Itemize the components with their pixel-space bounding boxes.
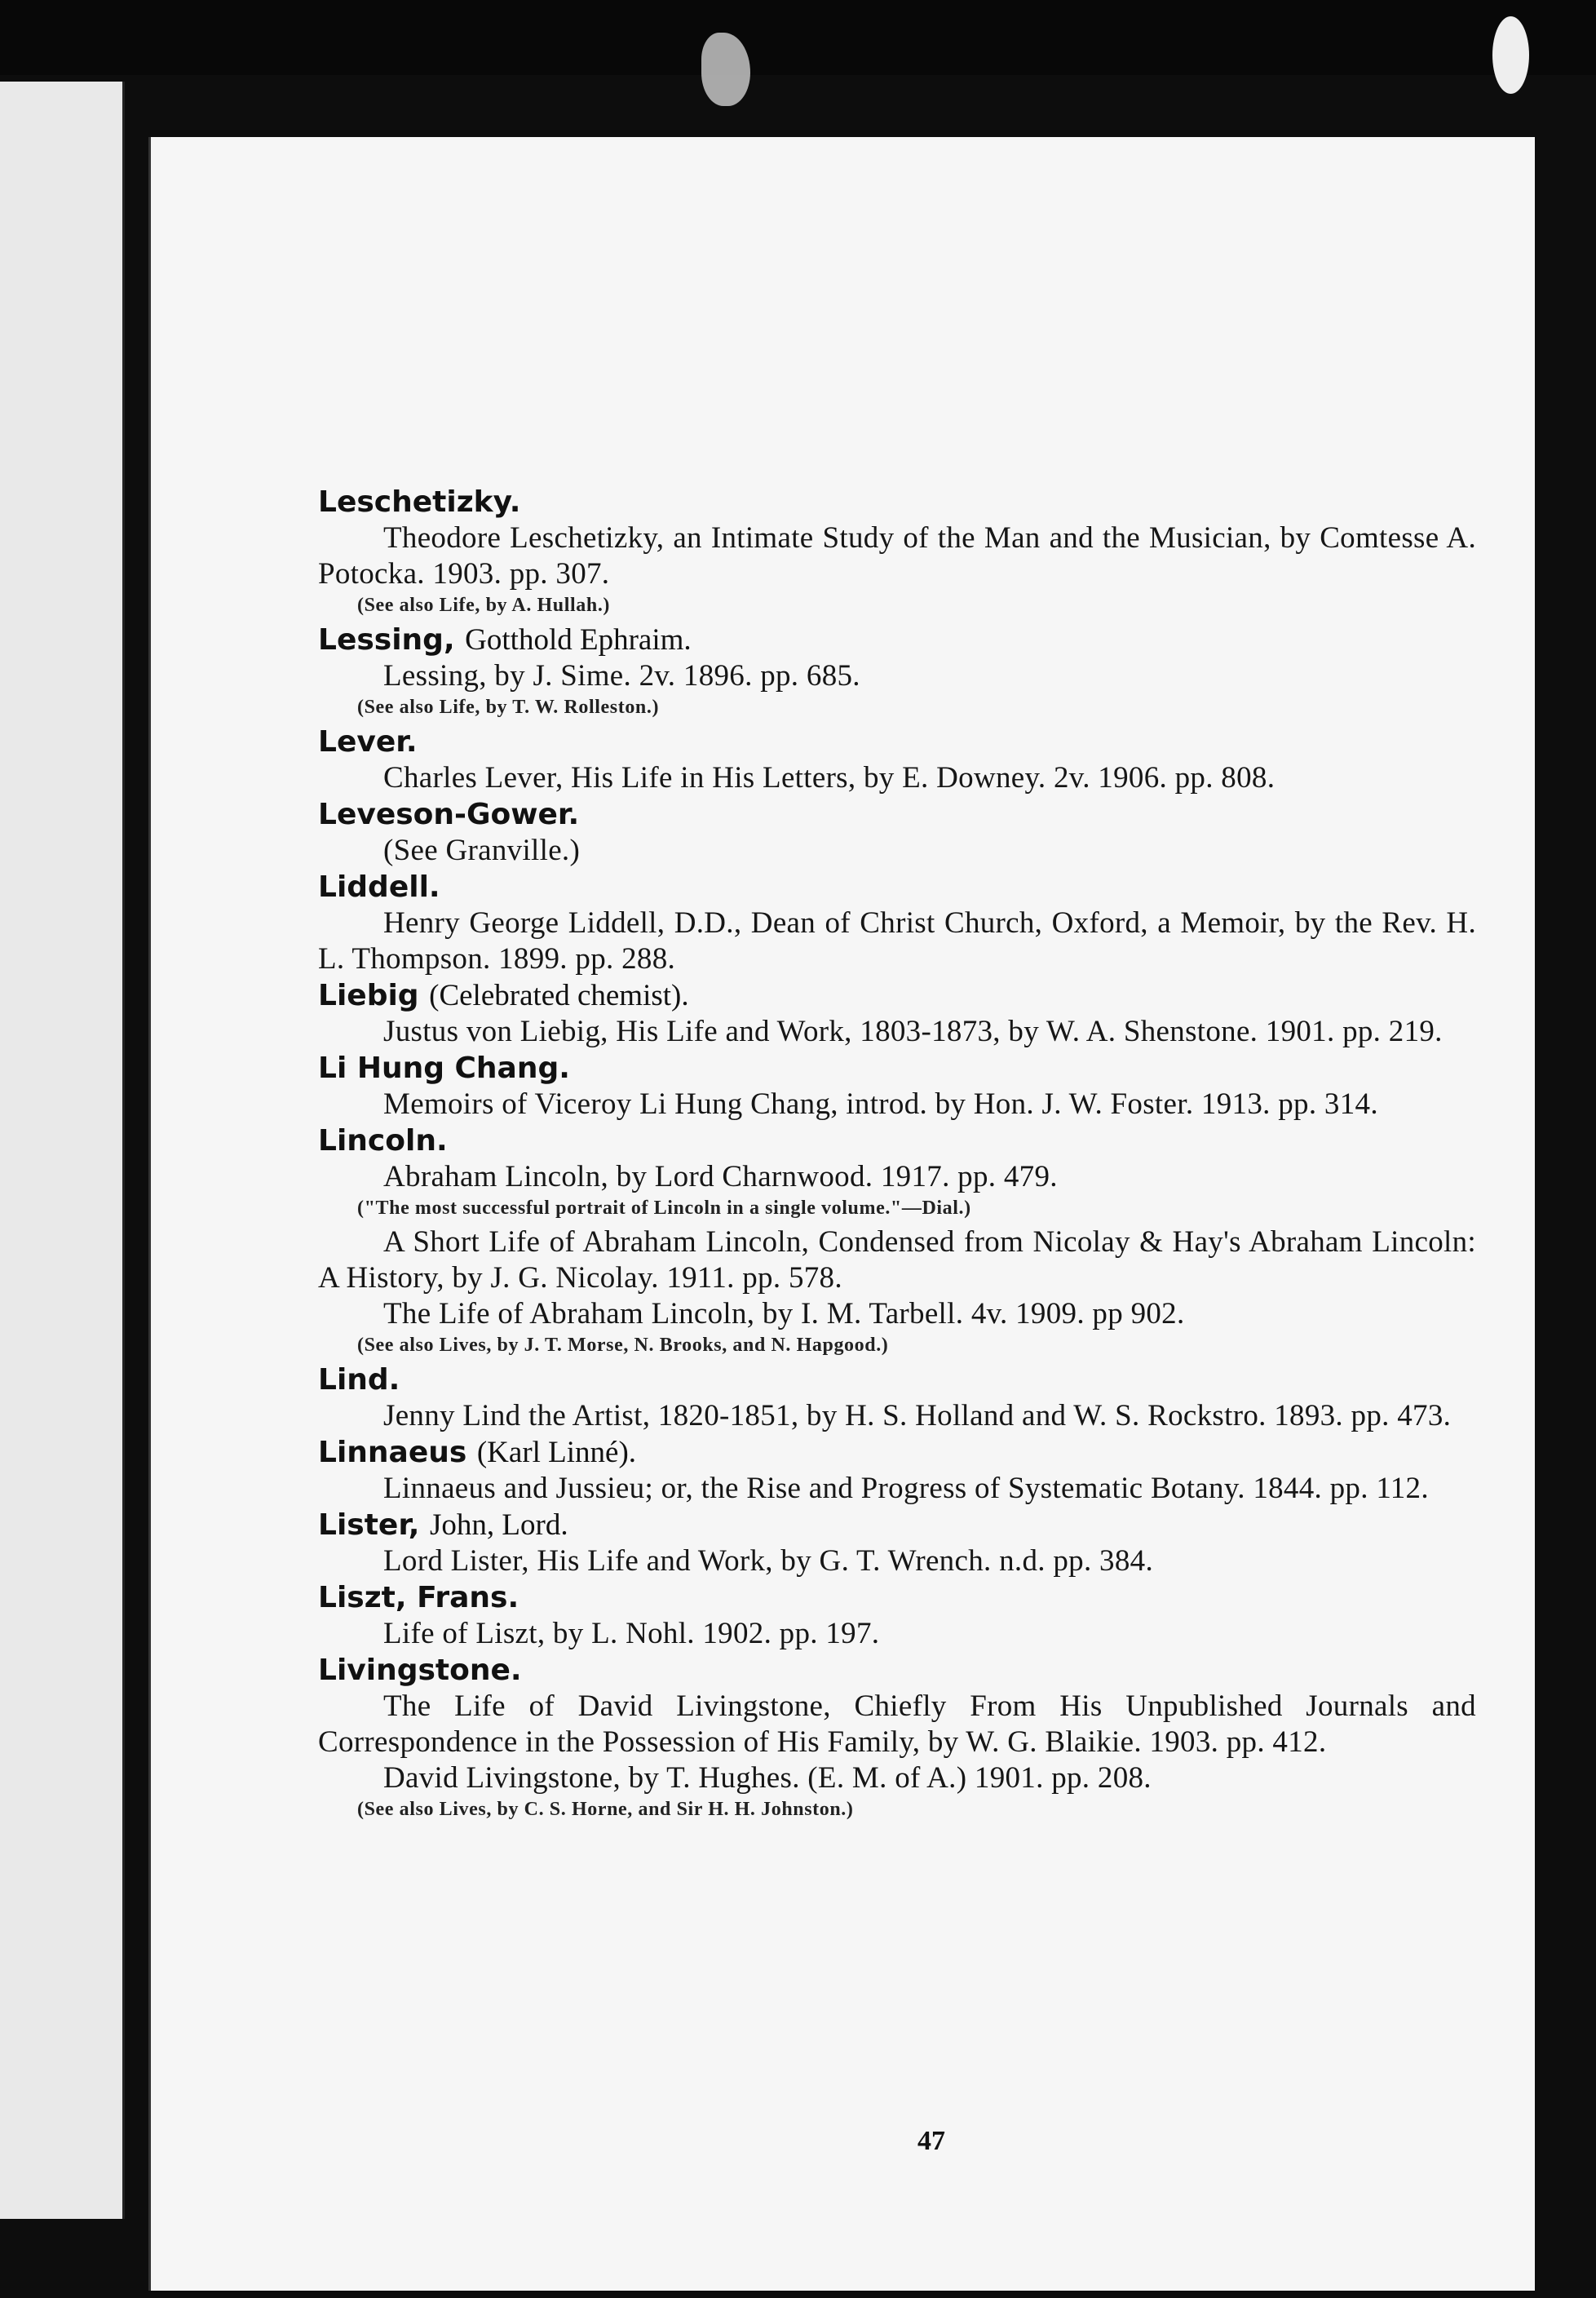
entry-heading	[318, 1507, 1476, 1543]
entry	[318, 1362, 1476, 1434]
entry-citation: The Life of David Livingstone, Chiefly From His Unpublished Journals and Correspondence in the Possession of His Family, by W. G. Blaikie. 1903. pp. 412.	[318, 1689, 1476, 1759]
entry-see-also-note: (See also Life, by T. W. Rolleston.)	[357, 697, 660, 718]
entry-heading-sub: John, Lord.	[430, 1508, 568, 1542]
entry-heading-name: Liebig	[318, 979, 419, 1012]
entry-citation: David Livingstone, by T. Hughes. (E. M. of A.) 1901. pp. 208.	[383, 1761, 1152, 1795]
entry-heading	[318, 484, 1476, 520]
entry-citation: Memoirs of Viceroy Li Hung Chang, introd. by Hon. J. W. Foster. 1913. pp. 314.	[383, 1087, 1378, 1121]
entry	[318, 1507, 1476, 1579]
entry	[318, 1122, 1476, 1221]
entry	[318, 484, 1476, 618]
entry	[318, 1050, 1476, 1122]
entry	[318, 977, 1476, 1050]
entry-see-also-note: (See also Lives, by J. T. Morse, N. Brooks, and N. Hapgood.)	[357, 1335, 889, 1356]
entry-citation: Life of Liszt, by L. Nohl. 1902. pp. 197.	[383, 1617, 880, 1650]
entry-citation: Abraham Lincoln, by Lord Charnwood. 1917. pp. 479.	[383, 1160, 1058, 1193]
entry-heading-name: Li Hung Chang.	[318, 1052, 570, 1085]
entry-heading	[318, 1579, 1476, 1616]
entry-citation: Charles Lever, His Life in His Letters, by E. Downey. 2v. 1906. pp. 808.	[383, 761, 1275, 795]
entry-heading-name: Liddell.	[318, 870, 440, 904]
entry-heading-name: Leschetizky.	[318, 485, 521, 519]
entry	[318, 796, 1476, 869]
entry-heading-sub: Gotthold Ephraim.	[465, 623, 692, 657]
entry-see-also-note: (See also Lives, by C. S. Horne, and Sir H. H. Johnston.)	[357, 1799, 854, 1820]
entry-citation: Henry George Liddell, D.D., Dean of Christ Church, Oxford, a Memoir, by the Rev. H. L. Thompson. 1899. pp. 288.	[318, 906, 1476, 976]
entry-heading-name: Leveson-Gower.	[318, 798, 580, 831]
entry-citation: Theodore Leschetizky, an Intimate Study of the Man and the Musician, by Comtesse A. Potocka. 1903. pp. 307.	[318, 521, 1476, 591]
facing-page-edge	[0, 82, 125, 2219]
entry-heading	[318, 977, 1476, 1014]
entry	[318, 1579, 1476, 1652]
entry-citation: (See Granville.)	[383, 834, 581, 867]
entry-citation: Lord Lister, His Life and Work, by G. T. Wrench. n.d. pp. 384.	[383, 1544, 1153, 1578]
entry-heading	[318, 622, 1476, 658]
entry-heading-name: Lincoln.	[318, 1124, 448, 1158]
book-page	[148, 137, 1535, 2291]
entry-citation: A Short Life of Abraham Lincoln, Condensed from Nicolay & Hay's Abraham Lincoln: A History, by J. G. Nicolay. 1911. pp. 578.	[318, 1225, 1476, 1295]
entry-heading-name: Lever.	[318, 725, 418, 759]
entry-see-also-note: ("The most successful portrait of Lincoln in a single volume."—Dial.)	[357, 1198, 971, 1219]
scan-blemish	[1492, 16, 1529, 94]
entry-heading	[318, 1050, 1476, 1087]
entry-heading-name: Lessing,	[318, 623, 455, 657]
scan-top-border	[0, 0, 1596, 75]
entry-heading-sub: (Celebrated chemist).	[429, 979, 689, 1012]
entry-heading	[318, 796, 1476, 833]
entry	[318, 1434, 1476, 1507]
entry-heading	[318, 1434, 1476, 1471]
entry	[318, 1224, 1476, 1358]
page-number: 47	[917, 2126, 945, 2156]
entry-citation: Linnaeus and Jussieu; or, the Rise and Progress of Systematic Botany. 1844. pp. 112.	[383, 1472, 1429, 1505]
entry-see-also-note: (See also Life, by A. Hullah.)	[357, 595, 611, 616]
entry	[318, 1652, 1476, 1822]
entry-heading-name: Linnaeus	[318, 1436, 467, 1469]
biography-list	[318, 484, 1476, 1826]
entry	[318, 869, 1476, 977]
entry	[318, 622, 1476, 720]
entry-heading-name: Lind.	[318, 1363, 400, 1397]
entry-heading	[318, 1122, 1476, 1159]
entry-heading-sub: (Karl Linné).	[476, 1436, 637, 1469]
entry-citation: Justus von Liebig, His Life and Work, 1803-1873, by W. A. Shenstone. 1901. pp. 219.	[383, 1015, 1443, 1048]
entry-heading	[318, 869, 1476, 905]
entry-heading-name: Lister,	[318, 1508, 420, 1542]
entry-heading	[318, 1652, 1476, 1689]
entry-heading	[318, 724, 1476, 760]
entry-heading-name: Liszt, Frans.	[318, 1581, 519, 1614]
entry-heading-name: Livingstone.	[318, 1654, 522, 1687]
entry-citation: The Life of Abraham Lincoln, by I. M. Tarbell. 4v. 1909. pp 902.	[383, 1297, 1185, 1331]
entry-heading	[318, 1362, 1476, 1398]
entry	[318, 724, 1476, 796]
entry-citation: Lessing, by J. Sime. 2v. 1896. pp. 685.	[383, 659, 860, 693]
entry-citation: Jenny Lind the Artist, 1820-1851, by H. S. Holland and W. S. Rockstro. 1893. pp. 473.	[383, 1399, 1452, 1432]
